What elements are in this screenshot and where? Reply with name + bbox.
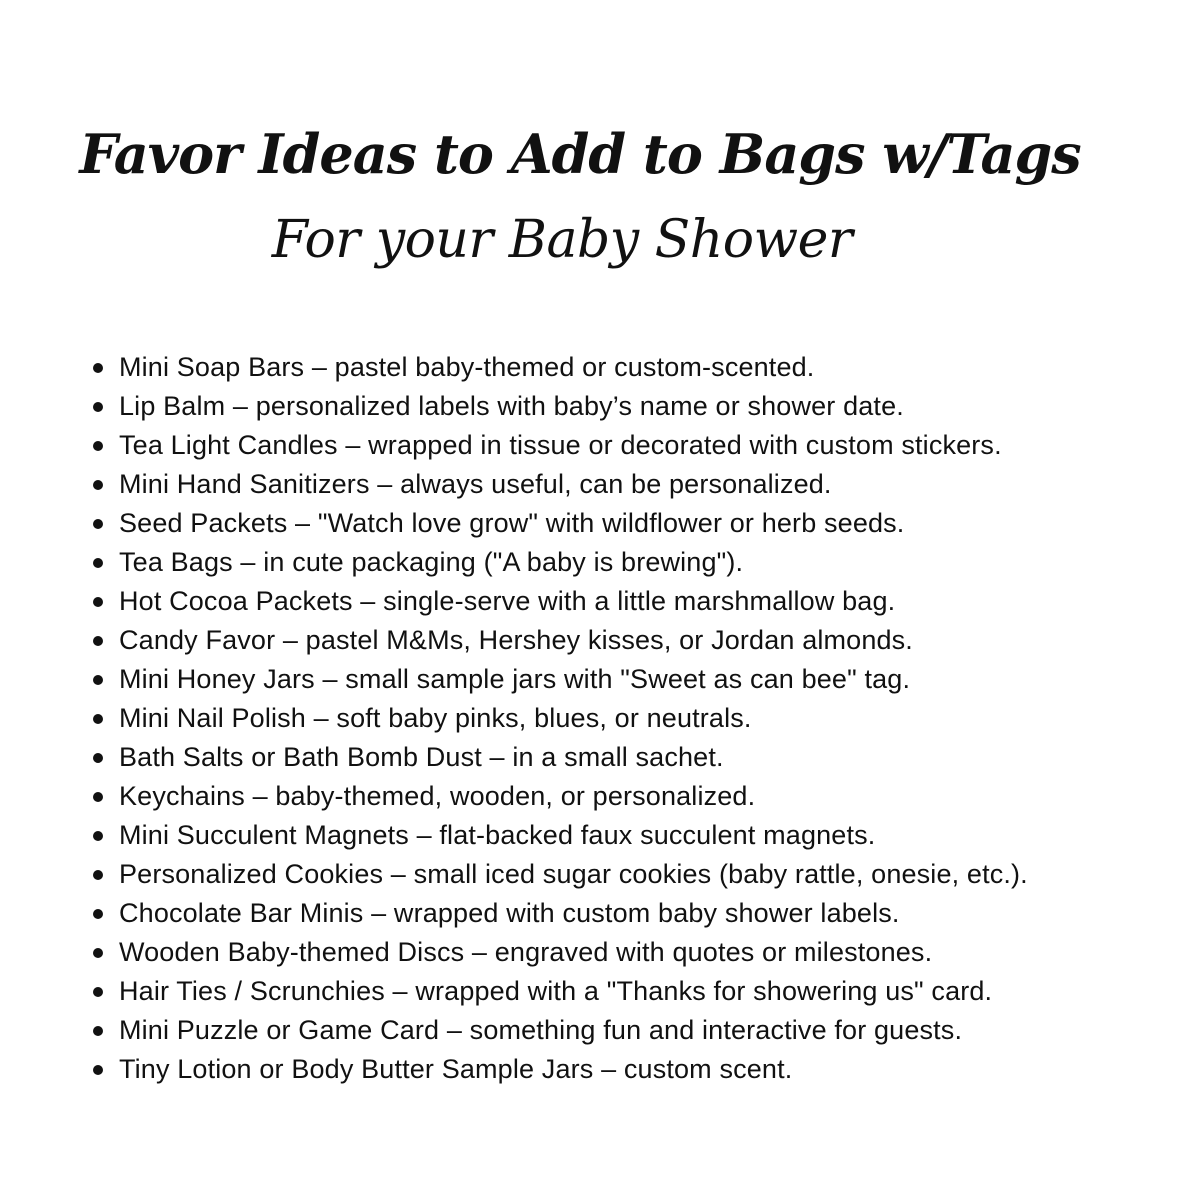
list-item-text: Chocolate Bar Minis – wrapped with custom baby shower labels. [119, 898, 900, 928]
bullet-icon [93, 831, 103, 841]
bullet-icon [93, 402, 103, 412]
bullet-icon [93, 675, 103, 685]
list-item [90, 1011, 1190, 1050]
list-item [90, 504, 1190, 543]
list-item [90, 543, 1190, 582]
bullet-icon [93, 948, 103, 958]
list-item-text: Tea Light Candles – wrapped in tissue or decorated with custom stickers. [119, 430, 1002, 460]
list-item-text: Hot Cocoa Packets – single-serve with a little marshmallow bag. [119, 586, 896, 616]
list-item-text: Wooden Baby-themed Discs – engraved with quotes or milestones. [119, 937, 933, 967]
bullet-icon [93, 909, 103, 919]
list-item [90, 348, 1190, 387]
bullet-icon [93, 558, 103, 568]
list-item [90, 621, 1190, 660]
list-item-text: Personalized Cookies – small iced sugar cookies (baby rattle, onesie, etc.). [119, 859, 1028, 889]
list-item-text: Keychains – baby-themed, wooden, or personalized. [119, 781, 756, 811]
bullet-icon [93, 1065, 103, 1075]
list-item-text: Mini Hand Sanitizers – always useful, can be personalized. [119, 469, 832, 499]
bullet-icon [93, 714, 103, 724]
bullet-icon [93, 753, 103, 763]
list-item-text: Hair Ties / Scrunchies – wrapped with a "Thanks for showering us" card. [119, 976, 993, 1006]
favor-list [90, 348, 1190, 1089]
list-item [90, 426, 1190, 465]
list-item [90, 894, 1190, 933]
list-item [90, 387, 1190, 426]
list-item-text: Tea Bags – in cute packaging ("A baby is brewing"). [119, 547, 744, 577]
page-title: Favor Ideas to Add to Bags w/Tags [79, 122, 1081, 186]
list-item [90, 1050, 1190, 1089]
list-item-text: Mini Honey Jars – small sample jars with "Sweet as can bee" tag. [119, 664, 911, 694]
list-item-text: Mini Soap Bars – pastel baby-themed or custom-scented. [119, 352, 815, 382]
list-item [90, 816, 1190, 855]
list-item-text: Mini Nail Polish – soft baby pinks, blues, or neutrals. [119, 703, 752, 733]
bullet-icon [93, 480, 103, 490]
bullet-icon [93, 519, 103, 529]
bullet-icon [93, 792, 103, 802]
list-item [90, 972, 1190, 1011]
list-item [90, 465, 1190, 504]
list-item [90, 777, 1190, 816]
bullet-icon [93, 1026, 103, 1036]
bullet-icon [93, 987, 103, 997]
bullet-icon [93, 636, 103, 646]
list-item [90, 660, 1190, 699]
list-item-text: Seed Packets – "Watch love grow" with wildflower or herb seeds. [119, 508, 905, 538]
list-item-text: Tiny Lotion or Body Butter Sample Jars – custom scent. [119, 1054, 793, 1084]
list-item [90, 855, 1190, 894]
list-item-text: Bath Salts or Bath Bomb Dust – in a small sachet. [119, 742, 724, 772]
list-item [90, 582, 1190, 621]
list-item-text: Candy Favor – pastel M&Ms, Hershey kisses, or Jordan almonds. [119, 625, 913, 655]
page-subtitle: For your Baby Shower [271, 210, 853, 270]
list-item-text: Lip Balm – personalized labels with baby’s name or shower date. [119, 391, 904, 421]
list-item-text: Mini Puzzle or Game Card – something fun and interactive for guests. [119, 1015, 963, 1045]
list-item-text: Mini Succulent Magnets – flat-backed faux succulent magnets. [119, 820, 876, 850]
list-item [90, 933, 1190, 972]
bullet-icon [93, 597, 103, 607]
list-item [90, 738, 1190, 777]
bullet-icon [93, 441, 103, 451]
list-item [90, 699, 1190, 738]
bullet-icon [93, 363, 103, 373]
bullet-icon [93, 870, 103, 880]
